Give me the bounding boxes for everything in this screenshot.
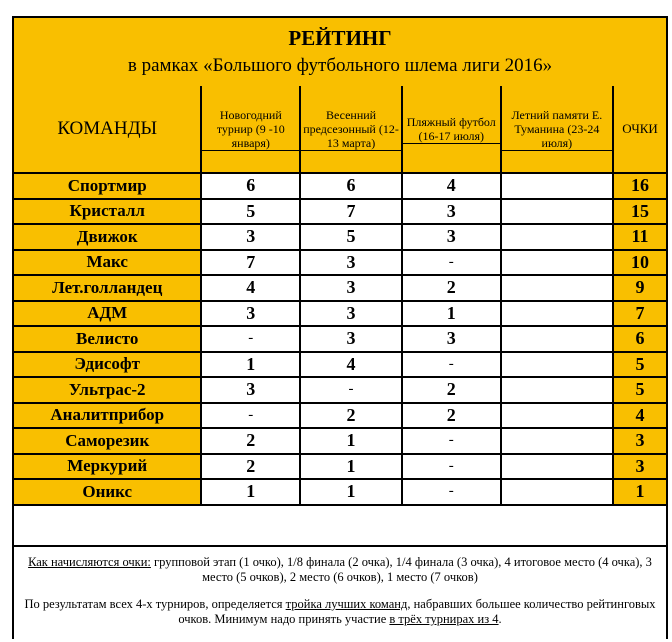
scoring-label: Как начисляются очки: [28, 555, 151, 569]
score-cell-tournament-4 [501, 377, 614, 403]
score-cell-tournament-2: - [300, 377, 402, 403]
team-name: Ультрас-2 [14, 377, 201, 403]
score-cell-tournament-3: - [402, 352, 501, 378]
column-header-spring [300, 86, 402, 173]
team-name: Оникс [14, 479, 201, 505]
result-note [22, 597, 658, 627]
score-cell-tournament-4 [501, 454, 614, 480]
score-cell-tournament-1: 2 [201, 428, 300, 454]
points-cell: 9 [613, 275, 666, 301]
score-cell-tournament-3: 2 [402, 275, 501, 301]
score-cell-tournament-4 [501, 428, 614, 454]
points-cell: 7 [613, 301, 666, 327]
points-cell: 1 [613, 479, 666, 505]
score-cell-tournament-1: 3 [201, 224, 300, 250]
score-cell-tournament-3: 3 [402, 326, 501, 352]
score-cell-tournament-4 [501, 250, 614, 276]
score-cell-tournament-1: 1 [201, 479, 300, 505]
table-row [14, 301, 666, 327]
table-body [14, 173, 666, 505]
table-row [14, 326, 666, 352]
table-row [14, 403, 666, 429]
team-name: Велисто [14, 326, 201, 352]
result-end: . [498, 612, 502, 626]
score-cell-tournament-3: 2 [402, 377, 501, 403]
team-name: Спортмир [14, 173, 201, 199]
column-header-points: ОЧКИ [613, 86, 666, 173]
score-cell-tournament-2: 1 [300, 479, 402, 505]
score-cell-tournament-2: 1 [300, 454, 402, 480]
table-row [14, 199, 666, 225]
points-cell: 15 [613, 199, 666, 225]
score-cell-tournament-3: - [402, 479, 501, 505]
team-name: АДМ [14, 301, 201, 327]
score-cell-tournament-4 [501, 275, 614, 301]
column-header-label: Новогодний турнир (9 -10 января) [202, 108, 299, 151]
score-cell-tournament-3: 2 [402, 403, 501, 429]
points-cell: 4 [613, 403, 666, 429]
points-cell: 6 [613, 326, 666, 352]
points-cell: 16 [613, 173, 666, 199]
score-cell-tournament-4 [501, 301, 614, 327]
score-cell-tournament-4 [501, 173, 614, 199]
table-row [14, 224, 666, 250]
team-name: Меркурий [14, 454, 201, 480]
rating-table [14, 86, 666, 506]
team-name: Саморезик [14, 428, 201, 454]
score-cell-tournament-4 [501, 326, 614, 352]
table-row [14, 173, 666, 199]
team-name: Эдисофт [14, 352, 201, 378]
result-highlight: тройка лучших команд [285, 597, 408, 611]
score-cell-tournament-1: 3 [201, 377, 300, 403]
score-cell-tournament-3: - [402, 250, 501, 276]
score-cell-tournament-3: 3 [402, 199, 501, 225]
column-header-label: Летний памяти Е. Туманина (23-24 июля) [502, 108, 613, 151]
score-cell-tournament-1: 6 [201, 173, 300, 199]
score-cell-tournament-1: 7 [201, 250, 300, 276]
result-prefix: По результатам всех 4-х турниров, определяется [24, 597, 286, 611]
points-cell: 10 [613, 250, 666, 276]
points-cell: 11 [613, 224, 666, 250]
scoring-note [22, 555, 658, 585]
score-cell-tournament-2: 3 [300, 250, 402, 276]
score-cell-tournament-3: 1 [402, 301, 501, 327]
score-cell-tournament-2: 3 [300, 326, 402, 352]
score-cell-tournament-2: 2 [300, 403, 402, 429]
column-header-label: Весенний предсезонный (12-13 марта) [301, 108, 401, 151]
title-banner [14, 18, 666, 88]
rating-sheet [12, 16, 668, 639]
result-middle: , набравших большее количество рейтинговых очков. Минимум надо принять участие [178, 597, 656, 626]
score-cell-tournament-3: - [402, 428, 501, 454]
table-row [14, 428, 666, 454]
table-row [14, 454, 666, 480]
team-name: Аналитприбор [14, 403, 201, 429]
score-cell-tournament-2: 4 [300, 352, 402, 378]
score-cell-tournament-4 [501, 479, 614, 505]
score-cell-tournament-1: - [201, 403, 300, 429]
score-cell-tournament-3: - [402, 454, 501, 480]
column-header-label: Пляжный футбол (16-17 июля) [403, 115, 500, 144]
score-cell-tournament-3: 3 [402, 224, 501, 250]
table-row [14, 352, 666, 378]
score-cell-tournament-2: 6 [300, 173, 402, 199]
team-name: Макс [14, 250, 201, 276]
score-cell-tournament-3: 4 [402, 173, 501, 199]
column-header-summer [501, 86, 614, 173]
table-row [14, 377, 666, 403]
score-cell-tournament-4 [501, 224, 614, 250]
table-row [14, 250, 666, 276]
score-cell-tournament-2: 5 [300, 224, 402, 250]
score-cell-tournament-1: 1 [201, 352, 300, 378]
score-cell-tournament-1: 2 [201, 454, 300, 480]
result-min: в трёх турнирах из 4 [389, 612, 499, 626]
column-header-beach [402, 86, 501, 173]
column-header-teams: КОМАНДЫ [14, 86, 201, 173]
score-cell-tournament-2: 3 [300, 301, 402, 327]
points-cell: 3 [613, 428, 666, 454]
score-cell-tournament-2: 7 [300, 199, 402, 225]
notes-section [14, 545, 666, 639]
table-row [14, 275, 666, 301]
score-cell-tournament-4 [501, 352, 614, 378]
points-cell: 5 [613, 377, 666, 403]
page-subtitle: в рамках «Большого футбольного шлема лиги 2016» [127, 55, 553, 76]
score-cell-tournament-1: - [201, 326, 300, 352]
column-header-new-year [201, 86, 300, 173]
team-name: Движок [14, 224, 201, 250]
page-title: РЕЙТИНГ [288, 26, 392, 50]
score-cell-tournament-2: 1 [300, 428, 402, 454]
team-name: Кристалл [14, 199, 201, 225]
table-header-row [14, 86, 666, 173]
points-cell: 5 [613, 352, 666, 378]
score-cell-tournament-4 [501, 199, 614, 225]
score-cell-tournament-2: 3 [300, 275, 402, 301]
points-cell: 3 [613, 454, 666, 480]
score-cell-tournament-1: 4 [201, 275, 300, 301]
score-cell-tournament-1: 3 [201, 301, 300, 327]
team-name: Лет.голландец [14, 275, 201, 301]
score-cell-tournament-1: 5 [201, 199, 300, 225]
table-row [14, 479, 666, 505]
score-cell-tournament-4 [501, 403, 614, 429]
scoring-text: групповой этап (1 очко), 1/8 финала (2 очка), 1/4 финала (3 очка), 4 итоговое место (4 очка), 3 место (5 очков), 2 место (6 очков), 1 место (7 очков) [150, 555, 652, 584]
